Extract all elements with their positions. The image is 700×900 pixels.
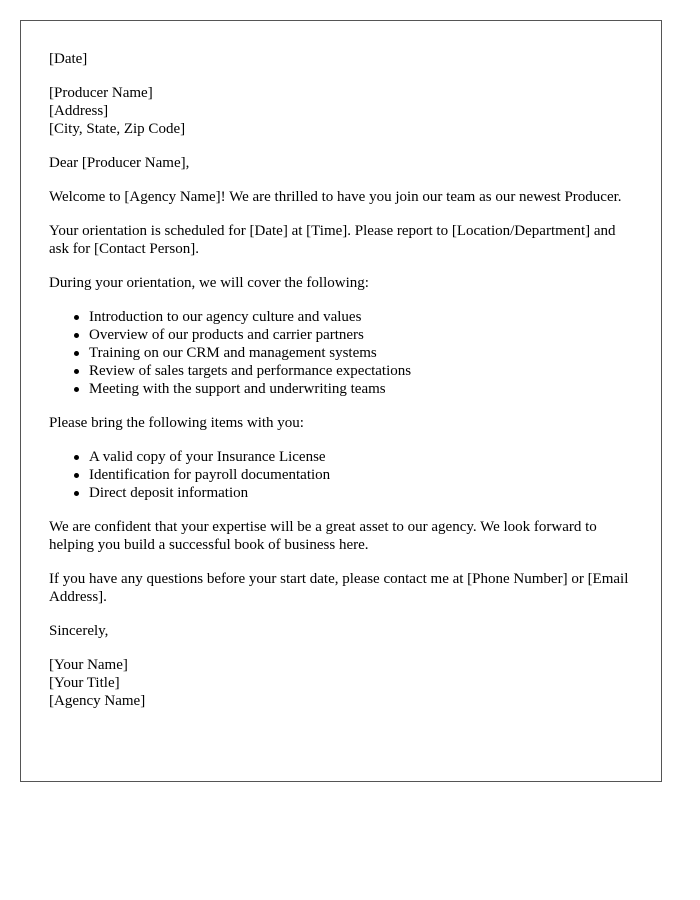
- orientation-list: [49, 308, 633, 398]
- signature-agency: [Agency Name]: [49, 693, 146, 709]
- bring-list: [49, 448, 633, 502]
- list-item: Direct deposit information: [89, 484, 633, 502]
- closing: Sincerely,: [49, 623, 109, 639]
- signature-title: [Your Title]: [49, 675, 120, 691]
- orientation-heading: During your orientation, we will cover the following:: [49, 275, 369, 291]
- contact-paragraph: If you have any questions before your start date, please contact me at [Phone Number] or [Email Address].: [49, 571, 629, 605]
- intro-paragraph: Welcome to [Agency Name]! We are thrilled to have you join our team as our newest Producer.: [49, 189, 622, 205]
- letter-page: [20, 20, 662, 782]
- signature-block: [49, 656, 633, 710]
- bring-heading: Please bring the following items with you:: [49, 415, 304, 431]
- signature-name: [Your Name]: [49, 657, 128, 673]
- salutation: Dear [Producer Name],: [49, 155, 190, 171]
- confidence-paragraph: We are confident that your expertise will be a great asset to our agency. We look forward to helping you build a successful book of business here.: [49, 519, 597, 553]
- recipient-address-block: [49, 84, 633, 138]
- list-item: Identification for payroll documentation: [89, 466, 633, 484]
- recipient-name: [Producer Name]: [49, 85, 153, 101]
- recipient-address: [Address]: [49, 103, 109, 119]
- schedule-paragraph: Your orientation is scheduled for [Date] at [Time]. Please report to [Location/Department] and ask for [Contact Person].: [49, 223, 616, 257]
- letter-date: [Date]: [49, 51, 88, 67]
- list-item: Overview of our products and carrier partners: [89, 326, 633, 344]
- list-item: Review of sales targets and performance expectations: [89, 362, 633, 380]
- list-item: Introduction to our agency culture and values: [89, 308, 633, 326]
- list-item: Training on our CRM and management systems: [89, 344, 633, 362]
- list-item: Meeting with the support and underwriting teams: [89, 380, 633, 398]
- list-item: A valid copy of your Insurance License: [89, 448, 633, 466]
- recipient-city-state-zip: [City, State, Zip Code]: [49, 121, 186, 137]
